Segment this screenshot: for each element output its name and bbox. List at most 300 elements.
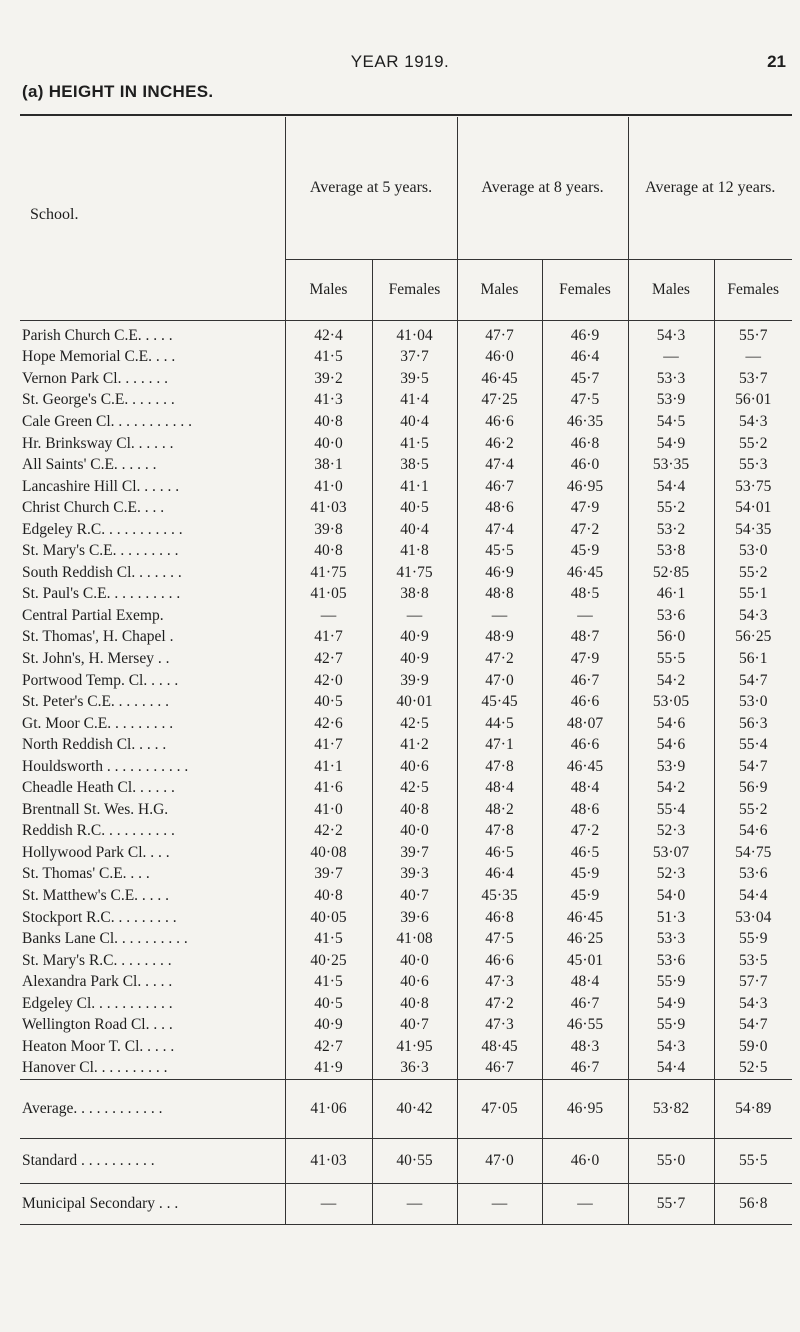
value-cell: 46·7 [457,475,542,497]
value-cell: 41·3 [285,389,372,411]
school-name-cell: St. Paul's C.E. . . . . . . . . . [22,585,181,603]
table-row [20,320,792,346]
value-cell: 48·8 [457,583,542,605]
value-cell: — [285,605,372,627]
subheader-females-12: Females [714,259,792,320]
school-name-cell: Central Partial Exemp. [22,606,164,624]
value-cell: 41·2 [372,734,457,756]
table-row [20,669,792,691]
school-name-cell: All Saints' C.E. . . . . . [22,456,157,474]
table-row [20,540,792,562]
value-cell: 46·8 [457,906,542,928]
summary-value-cell: 40·55 [372,1138,457,1183]
value-cell: 46·25 [542,928,628,950]
value-cell: 45·5 [457,540,542,562]
summary-value-cell: 47·05 [457,1079,542,1138]
school-name-cell: St. Mary's C.E. . . . . . . . . [22,542,179,560]
summary-value-cell: — [457,1183,542,1224]
value-cell: 46·6 [542,691,628,713]
value-cell: 53·9 [628,755,714,777]
value-cell: 54·75 [714,842,792,864]
value-cell: 40·9 [372,626,457,648]
value-cell: 54·3 [628,1036,714,1058]
value-cell: 42·4 [285,320,372,346]
group-header-12-years: Average at 12 years. [628,117,792,259]
value-cell: 46·6 [542,734,628,756]
value-cell: 53·35 [628,454,714,476]
school-name-cell: Stockport R.C. . . . . . . . . [22,908,177,926]
value-cell: 55·3 [714,454,792,476]
value-cell: 39·5 [372,368,457,390]
value-cell: 40·5 [372,497,457,519]
value-cell: 46·4 [542,346,628,368]
height-table [20,117,792,1225]
value-cell: 54·01 [714,497,792,519]
value-cell: 48·6 [457,497,542,519]
summary-value-cell: 47·0 [457,1138,542,1183]
value-cell: 57·7 [714,971,792,993]
value-cell: 55·4 [714,734,792,756]
summary-label-cell: Municipal Secondary . . . [20,1183,285,1224]
value-cell: 40·5 [285,691,372,713]
school-name-cell: Christ Church C.E. . . . [22,499,165,517]
page-number: 21 [767,52,786,71]
value-cell: 39·8 [285,518,372,540]
value-cell: 47·8 [457,755,542,777]
value-cell: 54·3 [714,605,792,627]
table-row [20,432,792,454]
value-cell: 41·0 [285,799,372,821]
school-name-cell: Cheadle Heath Cl. . . . . . [22,779,175,797]
value-cell: 48·9 [457,626,542,648]
value-cell: 46·55 [542,1014,628,1036]
value-cell: 48·3 [542,1036,628,1058]
table-row [20,562,792,584]
summary-value-cell: 53·82 [628,1079,714,1138]
value-cell: 40·01 [372,691,457,713]
school-name-cell: Hope Memorial C.E. . . . [22,348,176,366]
value-cell: 46·4 [457,863,542,885]
table-row [20,1036,792,1058]
value-cell: 40·6 [372,755,457,777]
table-row [20,734,792,756]
value-cell: 54·5 [628,411,714,433]
value-cell: 54·4 [714,885,792,907]
value-cell: 40·0 [372,949,457,971]
running-title: YEAR 1919. [350,52,450,71]
value-cell: 54·3 [714,411,792,433]
standard-row [20,1138,792,1183]
table-row [20,1014,792,1036]
value-cell: 54·0 [628,885,714,907]
value-cell: 45·7 [542,368,628,390]
value-cell: 53·6 [628,605,714,627]
table-row [20,906,792,928]
value-cell: 55·9 [628,1014,714,1036]
table-row [20,712,792,734]
value-cell: 53·3 [628,928,714,950]
value-cell: 39·3 [372,863,457,885]
subheader-males-12: Males [628,259,714,320]
summary-value-cell: 41·06 [285,1079,372,1138]
table-row [20,928,792,950]
value-cell: 42·6 [285,712,372,734]
value-cell: 47·2 [457,648,542,670]
school-name-cell: Heaton Moor T. Cl. . . . . [22,1037,175,1055]
value-cell: 47·8 [457,820,542,842]
value-cell: 46·8 [542,432,628,454]
value-cell: 41·5 [372,432,457,454]
value-cell: 41·08 [372,928,457,950]
municipal-secondary-row [20,1183,792,1224]
value-cell: 48·7 [542,626,628,648]
school-name-cell: Houldsworth . . . . . . . . . . . [22,757,189,775]
school-name-cell: Reddish R.C. . . . . . . . . . [22,822,175,840]
value-cell: 40·4 [372,518,457,540]
school-name-cell: St. Peter's C.E. . . . . . . . [22,693,170,711]
value-cell: 45·9 [542,863,628,885]
value-cell: 53·04 [714,906,792,928]
school-name-cell: Parish Church C.E. . . . . [22,326,173,344]
value-cell: 46·7 [542,669,628,691]
table-row [20,583,792,605]
value-cell: 54·6 [628,734,714,756]
value-cell: 47·1 [457,734,542,756]
value-cell: 54·35 [714,518,792,540]
value-cell: 46·9 [457,562,542,584]
school-name-cell: Banks Lane Cl. . . . . . . . . . [22,930,188,948]
value-cell: 45·35 [457,885,542,907]
value-cell: 48·4 [457,777,542,799]
value-cell: 54·3 [714,992,792,1014]
value-cell: 48·2 [457,799,542,821]
table-row [20,389,792,411]
value-cell: 42·0 [285,669,372,691]
table-row [20,497,792,519]
value-cell: 47·2 [542,518,628,540]
summary-value-cell: — [542,1183,628,1224]
school-name-cell: St. Matthew's C.E. . . . . [22,886,170,904]
value-cell: 44·5 [457,712,542,734]
value-cell: 41·75 [372,562,457,584]
value-cell: 40·7 [372,885,457,907]
table-row [20,755,792,777]
value-cell: 48·4 [542,777,628,799]
value-cell: 46·7 [542,1057,628,1079]
school-column-header: School. [30,206,79,223]
table-row [20,346,792,368]
table-row [20,885,792,907]
value-cell: 46·9 [542,320,628,346]
value-cell: 47·2 [542,820,628,842]
summary-value-cell: 56·8 [714,1183,792,1224]
value-cell: 39·9 [372,669,457,691]
value-cell: 36·3 [372,1057,457,1079]
table-row [20,518,792,540]
value-cell: 40·8 [285,411,372,433]
value-cell: 46·45 [542,755,628,777]
top-rule [20,114,792,116]
value-cell: 56·0 [628,626,714,648]
school-name-cell: St. Mary's R.C. . . . . . . . [22,951,172,969]
value-cell: 41·1 [372,475,457,497]
value-cell: 59·0 [714,1036,792,1058]
value-cell: 53·07 [628,842,714,864]
school-name-cell: Alexandra Park Cl. . . . . [22,973,173,991]
summary-value-cell: 55·0 [628,1138,714,1183]
table-row [20,777,792,799]
value-cell: 53·0 [714,691,792,713]
summary-value-cell: — [285,1183,372,1224]
value-cell: 40·0 [285,432,372,454]
value-cell: 42·7 [285,1036,372,1058]
summary-value-cell: 55·7 [628,1183,714,1224]
summary-label-cell: Average. . . . . . . . . . . . [20,1079,285,1138]
value-cell: 55·1 [714,583,792,605]
value-cell: 56·01 [714,389,792,411]
group-header-5-years: Average at 5 years. [285,117,457,259]
value-cell: 39·2 [285,368,372,390]
value-cell: 45·9 [542,540,628,562]
value-cell: 54·2 [628,777,714,799]
value-cell: 46·0 [457,346,542,368]
value-cell: 54·9 [628,432,714,454]
value-cell: 40·5 [285,992,372,1014]
school-name-cell: Hr. Brinksway Cl. . . . . . [22,434,174,452]
value-cell: 56·9 [714,777,792,799]
value-cell: 46·45 [542,562,628,584]
summary-value-cell: 46·95 [542,1079,628,1138]
value-cell: 53·8 [628,540,714,562]
subheader-females-5: Females [372,259,457,320]
value-cell: 47·7 [457,320,542,346]
value-cell: — [457,605,542,627]
value-cell: 48·4 [542,971,628,993]
value-cell: 45·45 [457,691,542,713]
value-cell: 56·25 [714,626,792,648]
value-cell: 41·0 [285,475,372,497]
value-cell: 55·2 [714,562,792,584]
value-cell: 47·4 [457,518,542,540]
value-cell: 56·1 [714,648,792,670]
value-cell: 53·3 [628,368,714,390]
value-cell: 42·5 [372,712,457,734]
table-row [20,949,792,971]
value-cell: 40·7 [372,1014,457,1036]
value-cell: 41·7 [285,626,372,648]
value-cell: 47·0 [457,669,542,691]
value-cell: 55·7 [714,320,792,346]
value-cell: 47·25 [457,389,542,411]
value-cell: 55·2 [628,497,714,519]
value-cell: 53·7 [714,368,792,390]
value-cell: 53·6 [628,949,714,971]
school-name-cell: Edgeley R.C. . . . . . . . . . . [22,520,183,538]
table-row [20,820,792,842]
table-row [20,842,792,864]
table-row [20,799,792,821]
value-cell: 53·2 [628,518,714,540]
value-cell: 40·8 [372,992,457,1014]
value-cell: 46·7 [457,1057,542,1079]
value-cell: 38·5 [372,454,457,476]
value-cell: 41·4 [372,389,457,411]
value-cell: 47·3 [457,971,542,993]
value-cell: — [372,605,457,627]
value-cell: 46·95 [542,475,628,497]
value-cell: 48·45 [457,1036,542,1058]
school-name-cell: Vernon Park Cl. . . . . . . [22,369,168,387]
value-cell: 53·9 [628,389,714,411]
summary-value-cell: 40·42 [372,1079,457,1138]
table-row [20,1057,792,1079]
school-name-cell: St. Thomas', H. Chapel . [22,628,174,646]
value-cell: 54·3 [628,320,714,346]
value-cell: 55·4 [628,799,714,821]
value-cell: 39·7 [372,842,457,864]
value-cell: 40·0 [372,820,457,842]
group-header-row [20,117,792,259]
value-cell: 47·9 [542,648,628,670]
school-name-cell: Wellington Road Cl. . . . [22,1016,173,1034]
table-row [20,648,792,670]
value-cell: 54·6 [628,712,714,734]
value-cell: 40·08 [285,842,372,864]
value-cell: 47·5 [457,928,542,950]
subheader-females-8: Females [542,259,628,320]
value-cell: 46·6 [457,949,542,971]
value-cell: 46·7 [542,992,628,1014]
school-name-cell: Edgeley Cl. . . . . . . . . . . [22,994,173,1012]
table-row [20,691,792,713]
summary-value-cell: 41·03 [285,1138,372,1183]
value-cell: 45·01 [542,949,628,971]
value-cell: 41·5 [285,346,372,368]
school-name-cell: Brentnall St. Wes. H.G. [22,800,169,818]
value-cell: 41·04 [372,320,457,346]
table-row [20,626,792,648]
value-cell: 55·9 [628,971,714,993]
value-cell: 55·9 [714,928,792,950]
value-cell: 39·6 [372,906,457,928]
value-cell: 54·4 [628,475,714,497]
summary-value-cell: — [372,1183,457,1224]
value-cell: 42·2 [285,820,372,842]
school-column-header-spacer [20,259,285,320]
value-cell: — [714,346,792,368]
school-name-cell: Gt. Moor C.E. . . . . . . . . [22,714,174,732]
value-cell: 54·4 [628,1057,714,1079]
value-cell: 51·3 [628,906,714,928]
value-cell: 41·05 [285,583,372,605]
value-cell: 46·6 [457,411,542,433]
school-name-cell: Lancashire Hill Cl. . . . . . [22,477,180,495]
value-cell: 37·7 [372,346,457,368]
summary-value-cell: 55·5 [714,1138,792,1183]
value-cell: 47·4 [457,454,542,476]
value-cell: 48·5 [542,583,628,605]
table-row [20,992,792,1014]
value-cell: 48·07 [542,712,628,734]
value-cell: 41·6 [285,777,372,799]
table-row [20,454,792,476]
value-cell: 46·45 [542,906,628,928]
value-cell: 53·0 [714,540,792,562]
value-cell: 48·6 [542,799,628,821]
school-name-cell: Cale Green Cl. . . . . . . . . . . [22,412,193,430]
value-cell: 46·2 [457,432,542,454]
value-cell: 41·7 [285,734,372,756]
value-cell: 52·3 [628,820,714,842]
value-cell: 46·1 [628,583,714,605]
value-cell: 54·2 [628,669,714,691]
value-cell: 47·3 [457,1014,542,1036]
value-cell: 54·7 [714,1014,792,1036]
value-cell: 41·1 [285,755,372,777]
table-row [20,368,792,390]
table-row [20,411,792,433]
value-cell: 52·85 [628,562,714,584]
value-cell: 46·45 [457,368,542,390]
summary-value-cell: 54·89 [714,1079,792,1138]
value-cell: 41·9 [285,1057,372,1079]
school-name-cell: Hanover Cl. . . . . . . . . . [22,1059,168,1077]
value-cell: 41·5 [285,928,372,950]
value-cell: 40·9 [285,1014,372,1036]
section-title: (a) HEIGHT IN INCHES. [22,82,214,101]
value-cell: 42·5 [372,777,457,799]
value-cell: 53·5 [714,949,792,971]
value-cell: 46·0 [542,454,628,476]
summary-value-cell: 46·0 [542,1138,628,1183]
value-cell: 56·3 [714,712,792,734]
school-name-cell: St. John's, H. Mersey . . [22,649,170,667]
value-cell: 46·5 [457,842,542,864]
table-row [20,475,792,497]
value-cell: 40·8 [372,799,457,821]
value-cell: 41·8 [372,540,457,562]
value-cell: 40·6 [372,971,457,993]
value-cell: 41·75 [285,562,372,584]
school-name-cell: St. Thomas' C.E. . . . [22,865,150,883]
average-row [20,1079,792,1138]
value-cell: 54·6 [714,820,792,842]
value-cell: 40·9 [372,648,457,670]
value-cell: 54·7 [714,755,792,777]
value-cell: 53·75 [714,475,792,497]
value-cell: 39·7 [285,863,372,885]
value-cell: 41·95 [372,1036,457,1058]
value-cell: 40·8 [285,885,372,907]
value-cell: 42·7 [285,648,372,670]
value-cell: — [628,346,714,368]
value-cell: 38·8 [372,583,457,605]
value-cell: 46·5 [542,842,628,864]
value-cell: 46·35 [542,411,628,433]
value-cell: 47·5 [542,389,628,411]
value-cell: 40·4 [372,411,457,433]
value-cell: 54·9 [628,992,714,1014]
value-cell: 38·1 [285,454,372,476]
value-cell: 40·8 [285,540,372,562]
value-cell: 41·03 [285,497,372,519]
value-cell: 55·2 [714,432,792,454]
table-row [20,863,792,885]
summary-label-cell: Standard . . . . . . . . . . [20,1138,285,1183]
value-cell: — [542,605,628,627]
school-name-cell: St. George's C.E. . . . . . . [22,391,175,409]
value-cell: 54·7 [714,669,792,691]
